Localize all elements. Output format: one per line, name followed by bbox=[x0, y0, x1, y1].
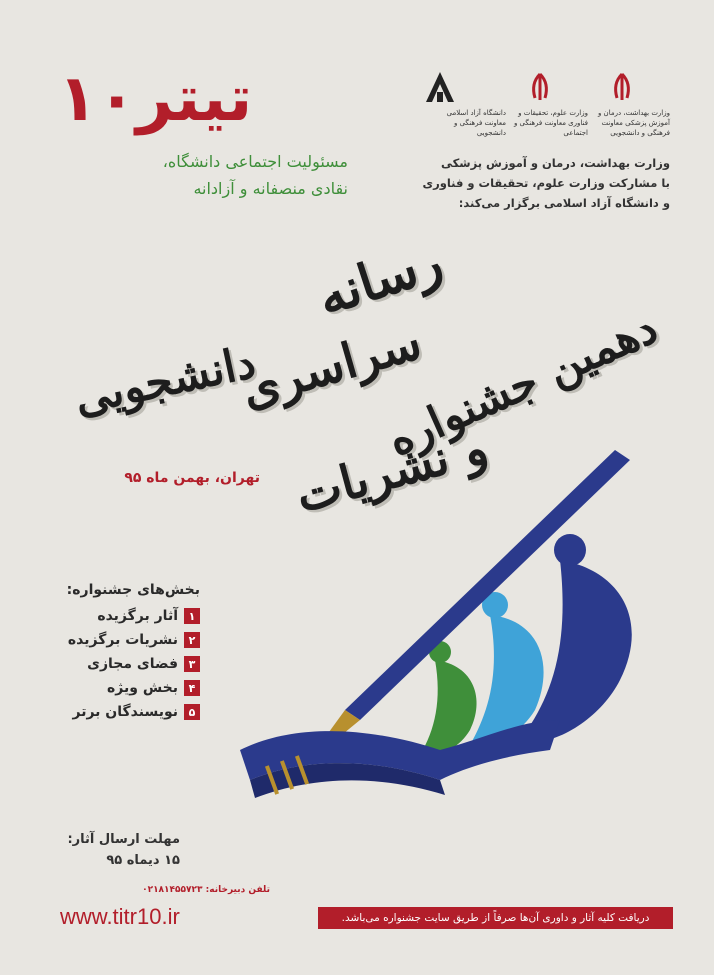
iran-emblem-icon bbox=[602, 68, 642, 108]
emblem-caption: وزارت علوم، تحقیقات و فناوری معاونت فرهنگی و اجتماعی bbox=[513, 109, 588, 137]
section-item bbox=[40, 700, 200, 724]
section-label: نویسندگان برتر bbox=[72, 704, 178, 720]
logo-title-text: تیتر۱۰ bbox=[58, 62, 253, 136]
deadline-date: ۱۵ دیماه ۹۵ bbox=[106, 853, 180, 868]
azad-university-icon bbox=[420, 68, 460, 108]
calligraphy-word: دانشجویی bbox=[70, 336, 260, 425]
submission-notice-banner: دریافت کلیه آثار و داوری آن‌ها صرفاً از طریق سایت جشنواره می‌باشد. bbox=[318, 907, 673, 929]
secretariat-phone: تلفن دبیرخانه: ۰۲۱۸۱۴۵۵۷۲۳ bbox=[142, 885, 270, 895]
festival-logo-title bbox=[58, 62, 338, 136]
azad-university-emblem bbox=[420, 68, 506, 138]
section-number-badge: ۲ bbox=[184, 632, 200, 648]
sponsor-emblems bbox=[420, 68, 670, 138]
calligraphy-word: سراسری bbox=[235, 314, 428, 419]
calligraphy-word: و نشریات bbox=[290, 419, 494, 525]
section-label: آثار برگزیده bbox=[97, 608, 178, 624]
iran-emblem-icon bbox=[520, 68, 560, 108]
emblem-caption: وزارت بهداشت، درمان و آموزش پزشکی معاونت فرهنگی و دانشجویی bbox=[597, 109, 670, 137]
festival-calligraphy-title bbox=[60, 230, 680, 540]
calligraphy-word: دهمین جشنواره bbox=[380, 302, 666, 467]
emblem-caption: دانشگاه آزاد اسلامی معاونت فرهنگی و دانشجویی bbox=[446, 109, 506, 137]
ministry-science-emblem bbox=[502, 68, 588, 138]
section-number-badge: ۵ bbox=[184, 704, 200, 720]
deadline-label: مهلت ارسال آثار: bbox=[67, 832, 180, 847]
section-label: بخش ویژه bbox=[107, 680, 178, 696]
section-label: فضای مجازی bbox=[87, 656, 178, 672]
section-number-badge: ۱ bbox=[184, 608, 200, 624]
subtitle bbox=[58, 148, 348, 202]
section-item bbox=[40, 604, 200, 628]
organizers-text bbox=[400, 153, 670, 213]
subtitle-line-1: مسئولیت اجتماعی دانشگاه، bbox=[162, 152, 348, 171]
ministry-health-emblem bbox=[584, 68, 670, 138]
organizers-line-3: و دانشگاه آزاد اسلامی برگزار می‌کند: bbox=[458, 196, 670, 210]
section-item bbox=[40, 652, 200, 676]
section-number-badge: ۳ bbox=[184, 656, 200, 672]
organizers-line-1: وزارت بهداشت، درمان و آموزش پزشکی bbox=[440, 156, 670, 170]
section-item bbox=[40, 676, 200, 700]
section-label: نشریات برگزیده bbox=[67, 632, 178, 648]
calligraphy-word: رسانه bbox=[310, 230, 450, 329]
submission-deadline bbox=[60, 832, 180, 868]
subtitle-line-2: نقادی منصفانه و آزادانه bbox=[193, 179, 348, 198]
festival-sections bbox=[40, 582, 200, 724]
section-number-badge: ۴ bbox=[184, 680, 200, 696]
section-item bbox=[40, 628, 200, 652]
place-and-date: تهران، بهمن ماه ۹۵ bbox=[124, 470, 260, 486]
organizers-line-2: با مشارکت وزارت علوم، تحقیقات و فناوری bbox=[422, 176, 670, 190]
sections-title: بخش‌های جشنواره: bbox=[66, 582, 200, 598]
website-link[interactable]: www.titr10.ir bbox=[60, 904, 180, 929]
